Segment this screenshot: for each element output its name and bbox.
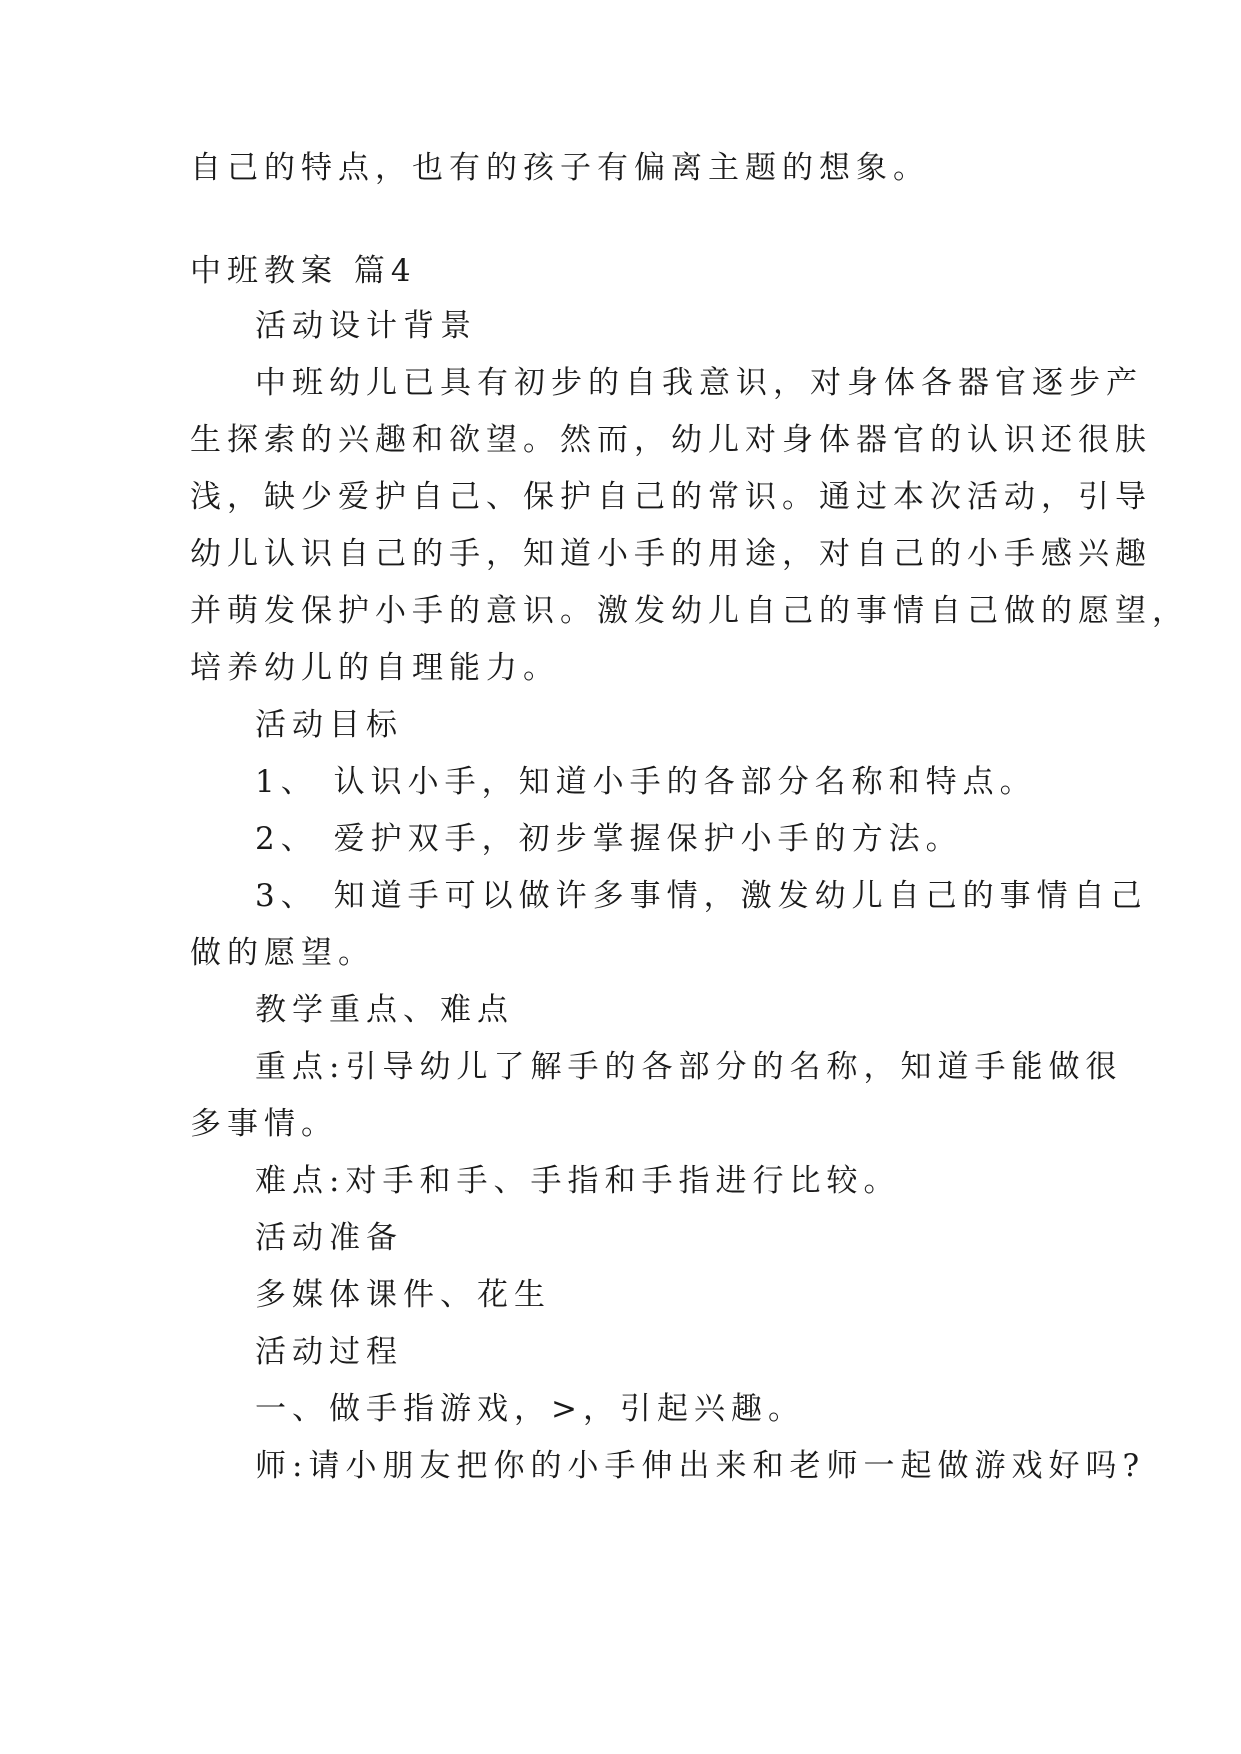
list-item: 2、 爱护双手，初步掌握保护小手的方法。 xyxy=(255,821,963,857)
text-line: 一、做手指游戏，>，引起兴趣。 xyxy=(255,1391,805,1427)
text-line: 浅，缺少爱护自己、保护自己的常识。通过本次活动，引导 xyxy=(190,479,1152,515)
text-line: 生探索的兴趣和欲望。然而，幼儿对身体器官的认识还很肤 xyxy=(190,422,1152,458)
text-line: 多媒体课件、花生 xyxy=(255,1277,551,1313)
list-item: 1、 认识小手，知道小手的各部分名称和特点。 xyxy=(255,764,1037,800)
text-line: 培养幼儿的自理能力。 xyxy=(190,650,560,686)
text-line: 师:请小朋友把你的小手伸出来和老师一起做游戏好吗? xyxy=(255,1448,1146,1484)
text-line: 重点:引导幼儿了解手的各部分的名称，知道手能做很 xyxy=(255,1049,1123,1085)
text-line: 中班幼儿已具有初步的自我意识，对身体各器官逐步产 xyxy=(255,365,1143,401)
subheading: 活动设计背景 xyxy=(255,308,477,344)
text-line: 幼儿认识自己的手，知道小手的用途，对自己的小手感兴趣 xyxy=(190,536,1152,572)
subheading: 活动目标 xyxy=(255,707,403,743)
text-line: 难点:对手和手、手指和手指进行比较。 xyxy=(255,1163,901,1199)
section-heading: 中班教案 篇4 xyxy=(190,253,417,289)
subheading: 教学重点、难点 xyxy=(255,992,514,1028)
text-line: 多事情。 xyxy=(190,1106,338,1142)
text-line: 做的愿望。 xyxy=(190,935,375,971)
subheading: 活动过程 xyxy=(255,1334,403,1370)
subheading: 活动准备 xyxy=(255,1220,403,1256)
text-line: 并萌发保护小手的意识。激发幼儿自己的事情自己做的愿望， xyxy=(190,593,1189,629)
list-item: 3、 知道手可以做许多事情，激发幼儿自己的事情自己 xyxy=(255,878,1148,914)
text-line: 自己的特点，也有的孩子有偏离主题的想象。 xyxy=(190,150,930,186)
